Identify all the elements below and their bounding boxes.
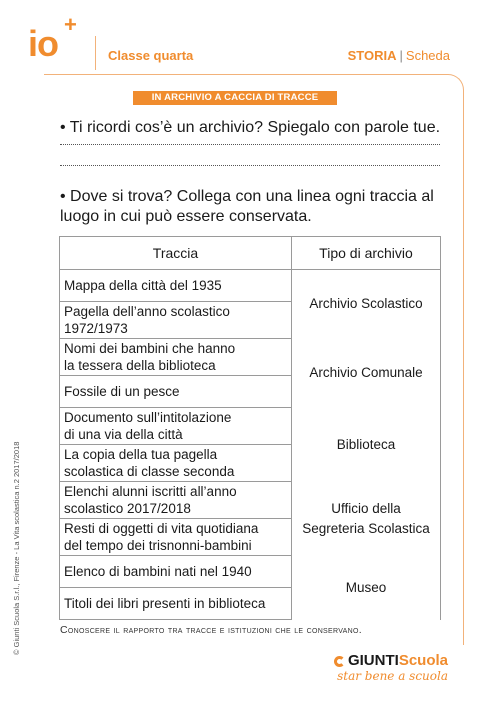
trace-cell[interactable]	[60, 556, 292, 588]
worksheet-title: IN ARCHIVIO A CACCIA DI TRACCE	[133, 91, 337, 105]
archive-cell[interactable]	[292, 482, 441, 556]
doc-type: Scheda	[405, 48, 450, 63]
trace-cell[interactable]	[60, 519, 292, 556]
io-logo: io	[28, 23, 58, 64]
brand-name	[334, 652, 448, 669]
trace-cell[interactable]	[60, 339, 292, 376]
trace-text: Pagella dell’anno scolastico	[64, 304, 230, 319]
brand-name-b: Scuola	[398, 652, 448, 669]
frame-top-rule	[44, 74, 134, 75]
trace-cell[interactable]	[60, 445, 292, 482]
trace-text: 1972/1973	[64, 321, 128, 336]
trace-cell[interactable]	[60, 482, 292, 519]
trace-text: La copia della tua pagella	[64, 447, 218, 462]
subject-label	[348, 48, 450, 63]
archive-text: Archivio Scolastico	[309, 296, 423, 312]
trace-text: scolastica di classe seconda	[64, 464, 235, 479]
archive-text: Museo	[345, 579, 387, 595]
archive-cell[interactable]	[292, 339, 441, 408]
trace-cell[interactable]	[60, 270, 292, 302]
answer-line-2[interactable]	[60, 164, 440, 166]
trace-cell[interactable]	[60, 588, 292, 620]
answer-line-1[interactable]	[60, 143, 440, 145]
brand-name-a: GIUNTI	[347, 652, 399, 669]
trace-cell[interactable]	[60, 408, 292, 445]
archive-cell[interactable]	[292, 270, 441, 339]
subject-separator: |	[399, 48, 403, 63]
trace-text: Documento sull’intitolazione	[64, 410, 232, 425]
header-divider	[95, 36, 96, 70]
header-tipo-archivio: Tipo di archivio	[292, 237, 441, 270]
publisher-brand	[334, 652, 448, 683]
trace-text: Fossile di un pesce	[64, 384, 180, 399]
trace-cell[interactable]	[60, 376, 292, 408]
logo-plus-sign: +	[64, 12, 77, 37]
trace-cell[interactable]	[60, 302, 292, 339]
trace-text: del tempo dei trisnonni-bambini	[64, 538, 252, 553]
question-2-line-1: • Dove si trova? Collega con una linea ogni traccia al	[60, 188, 434, 205]
trace-text: Elenco di bambini nati nel 1940	[64, 564, 252, 579]
giunti-logo-icon	[334, 656, 345, 667]
archive-text: Biblioteca	[336, 436, 396, 452]
trace-text: Titoli dei libri presenti in biblioteca	[64, 596, 266, 611]
trace-text: Mappa della città del 1935	[64, 278, 222, 293]
copyright-credit: © Giunti Scuola S.r.l., Firenze - La Vita scolastica n.2 2017/2018	[12, 441, 21, 655]
question-2-line-2: luogo in cui può essere conservata.	[60, 208, 312, 225]
archive-cell[interactable]	[292, 408, 441, 482]
trace-text: Elenchi alunni iscritti all’anno	[64, 484, 237, 499]
archive-text: Ufficio della	[331, 500, 401, 516]
archive-text: Segreteria Scolastica	[302, 520, 430, 536]
header-traccia: Traccia	[60, 237, 292, 270]
archive-cell[interactable]	[292, 556, 441, 620]
trace-text: scolastico 2017/2018	[64, 501, 191, 516]
trace-text: Resti di oggetti di vita quotidiana	[64, 521, 259, 536]
question-1: • Ti ricordi cos’è un archivio? Spiegalo con parole tue.	[60, 119, 441, 136]
trace-text: Nomi dei bambini che hanno	[64, 341, 236, 356]
learning-objective: Conoscere il rapporto tra tracce e istituzioni che le conservano.	[60, 624, 362, 636]
archive-text: Archivio Comunale	[309, 365, 423, 380]
trace-text: la tessera della biblioteca	[64, 358, 216, 373]
subject-name: STORIA	[347, 48, 397, 63]
matching-table	[59, 236, 441, 620]
trace-text: di una via della città	[64, 427, 183, 442]
brand-tagline: star bene a scuola	[337, 669, 448, 683]
grade-label: Classe quarta	[108, 48, 194, 63]
